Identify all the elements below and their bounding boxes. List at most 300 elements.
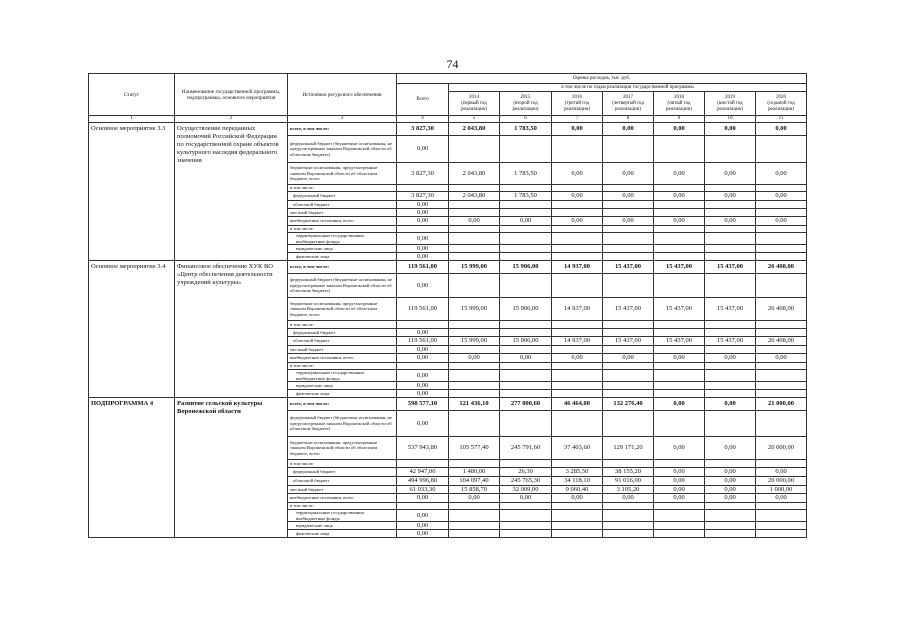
year-value-cell <box>449 503 500 510</box>
year-value-cell <box>449 245 500 253</box>
year-value-cell: 1 783,50 <box>500 192 552 201</box>
year-value-cell <box>449 390 500 398</box>
source-cell: всего, в том числе: <box>288 261 397 274</box>
year-value-cell <box>603 201 654 209</box>
year-value-cell: 15 437,00 <box>654 298 705 321</box>
year-value-cell: 0,00 <box>654 486 705 494</box>
year-value-cell <box>500 253 552 261</box>
total-cell <box>397 321 449 329</box>
year-value-cell <box>552 209 603 217</box>
year-value-cell <box>449 363 500 370</box>
year-value-cell: 1 783,50 <box>500 163 552 185</box>
year-value-cell <box>500 503 552 510</box>
table-row <box>89 261 807 274</box>
total-cell: 119 561,00 <box>397 298 449 321</box>
header-year-2015 <box>500 92 552 116</box>
year-value-cell: 0,00 <box>654 163 705 185</box>
year-value-cell: 15 437,00 <box>603 298 654 321</box>
year-value-cell <box>705 460 756 468</box>
year-value-cell: 0,00 <box>654 192 705 201</box>
year-value-cell <box>449 136 500 163</box>
year-value-cell <box>500 363 552 370</box>
total-cell: 0,00 <box>397 209 449 217</box>
year-value-cell <box>603 233 654 245</box>
total-cell: 3 827,30 <box>397 192 449 201</box>
year-value-cell <box>552 233 603 245</box>
year-value-cell <box>449 185 500 192</box>
year-value-cell <box>756 370 807 382</box>
year-value-cell <box>603 329 654 337</box>
year-value-cell <box>449 274 500 298</box>
year-value-cell <box>705 503 756 510</box>
year-value-cell <box>552 201 603 209</box>
header-year-value: 2020 <box>776 94 786 100</box>
column-number: 6 <box>500 116 552 123</box>
header-year-2016 <box>552 92 603 116</box>
total-cell: 537 943,80 <box>397 437 449 460</box>
year-value-cell <box>654 253 705 261</box>
year-value-cell <box>705 363 756 370</box>
year-value-cell: 0,00 <box>552 192 603 201</box>
total-cell: 0,00 <box>397 201 449 209</box>
year-value-cell <box>603 363 654 370</box>
total-cell: 0,00 <box>397 390 449 398</box>
year-value-cell: 0,00 <box>500 354 552 363</box>
year-value-cell <box>654 382 705 390</box>
header-year-note: (пятый год реализации) <box>665 100 693 112</box>
source-cell: в том числе: <box>288 321 397 329</box>
year-value-cell <box>756 346 807 354</box>
year-value-cell <box>500 201 552 209</box>
year-value-cell <box>705 274 756 298</box>
year-value-cell <box>654 329 705 337</box>
year-value-cell <box>705 411 756 437</box>
total-cell: 119 561,00 <box>397 261 449 274</box>
header-year-value: 2018 <box>674 94 684 100</box>
header-year-value: 2019 <box>725 94 735 100</box>
year-value-cell: 15 858,70 <box>449 486 500 494</box>
year-value-cell <box>449 346 500 354</box>
year-value-cell <box>756 411 807 437</box>
year-value-cell <box>654 321 705 329</box>
year-value-cell: 104 097,40 <box>449 477 500 486</box>
year-value-cell: 14 937,00 <box>552 298 603 321</box>
year-value-cell <box>603 245 654 253</box>
table-row <box>89 398 807 411</box>
year-value-cell <box>603 522 654 530</box>
year-value-cell <box>449 460 500 468</box>
year-value-cell: 0,00 <box>705 437 756 460</box>
year-value-cell <box>603 321 654 329</box>
year-value-cell <box>552 346 603 354</box>
program-name-cell: Осуществление переданных полномочий Российской Федерации по государственной охране объектов культурного наследия федерального значения <box>175 123 288 261</box>
year-value-cell: 2 043,80 <box>449 163 500 185</box>
total-cell <box>397 363 449 370</box>
header-year-value: 2017 <box>623 94 633 100</box>
source-cell: внебюджетные источники, всего <box>288 217 397 226</box>
header-total: Всего <box>397 84 449 116</box>
year-value-cell <box>449 510 500 522</box>
year-value-cell <box>705 233 756 245</box>
year-value-cell: 0,00 <box>756 217 807 226</box>
year-value-cell: 0,00 <box>705 354 756 363</box>
year-value-cell: 0,00 <box>705 494 756 503</box>
year-value-cell <box>756 201 807 209</box>
year-value-cell <box>705 510 756 522</box>
year-value-cell <box>756 503 807 510</box>
year-value-cell <box>500 346 552 354</box>
year-value-cell: 26,30 <box>500 468 552 477</box>
year-value-cell <box>500 530 552 538</box>
total-cell: 0,00 <box>397 494 449 503</box>
header-year-note: (четвертый год реализации) <box>612 100 644 112</box>
total-cell <box>397 226 449 233</box>
year-value-cell <box>552 363 603 370</box>
status-cell: Основное мероприятие 3.4 <box>89 261 175 398</box>
year-value-cell <box>552 390 603 398</box>
total-cell: 119 561,00 <box>397 337 449 346</box>
year-value-cell <box>449 522 500 530</box>
header-year-note: (третий год реализации) <box>563 100 591 112</box>
year-value-cell <box>500 460 552 468</box>
year-value-cell: 1 000,00 <box>756 486 807 494</box>
year-value-cell <box>756 136 807 163</box>
year-value-cell: 26 408,00 <box>756 261 807 274</box>
year-value-cell: 0,00 <box>756 494 807 503</box>
year-value-cell: 15 437,00 <box>654 337 705 346</box>
header-year-2020 <box>756 92 807 116</box>
source-cell: в том числе: <box>288 460 397 468</box>
source-cell: физические лица <box>288 530 397 538</box>
year-value-cell <box>654 226 705 233</box>
year-value-cell <box>705 136 756 163</box>
year-value-cell: 0,00 <box>705 486 756 494</box>
year-value-cell <box>603 346 654 354</box>
year-value-cell <box>756 510 807 522</box>
source-cell: в том числе: <box>288 226 397 233</box>
year-value-cell: 2 043,80 <box>449 192 500 201</box>
header-year-note: (первый год реализации) <box>460 100 488 112</box>
header-year-2018 <box>654 92 705 116</box>
column-number: 8 <box>603 116 654 123</box>
year-value-cell <box>654 510 705 522</box>
year-value-cell: 14 937,00 <box>552 337 603 346</box>
year-value-cell: 3 105,20 <box>603 486 654 494</box>
year-value-cell <box>449 530 500 538</box>
source-cell: бюджетные ассигнования, предусмотренные законом Воронежской области об областном бюджете, всего <box>288 163 397 185</box>
year-value-cell <box>756 390 807 398</box>
year-value-cell: 0,00 <box>705 477 756 486</box>
source-cell: местный бюджет <box>288 209 397 217</box>
column-number: 2 <box>175 116 288 123</box>
status-cell: Основное мероприятие 3.3 <box>89 123 175 261</box>
year-value-cell <box>603 460 654 468</box>
year-value-cell <box>705 370 756 382</box>
year-value-cell <box>654 136 705 163</box>
year-value-cell: 46 464,00 <box>552 398 603 411</box>
header-sources: Источники ресурсного обеспечения <box>288 74 397 116</box>
year-value-cell <box>449 411 500 437</box>
year-value-cell: 0,00 <box>603 494 654 503</box>
year-value-cell <box>603 226 654 233</box>
source-cell: федеральный бюджет <box>288 468 397 477</box>
status-cell: ПОДПРОГРАММА 4 <box>89 398 175 538</box>
year-value-cell <box>552 530 603 538</box>
year-value-cell: 15 437,00 <box>705 298 756 321</box>
year-value-cell <box>552 503 603 510</box>
year-value-cell: 15 437,00 <box>705 337 756 346</box>
year-value-cell <box>500 522 552 530</box>
year-value-cell <box>449 321 500 329</box>
header-status: Статус <box>89 74 175 116</box>
column-number: 5 <box>449 116 500 123</box>
source-cell: областной бюджет <box>288 201 397 209</box>
budget-table <box>88 73 807 538</box>
year-value-cell: 0,00 <box>705 192 756 201</box>
total-cell: 3 827,30 <box>397 163 449 185</box>
year-value-cell: 15 999,00 <box>449 261 500 274</box>
total-cell: 598 577,10 <box>397 398 449 411</box>
year-value-cell <box>449 382 500 390</box>
total-cell: 0,00 <box>397 136 449 163</box>
year-value-cell <box>552 510 603 522</box>
year-value-cell <box>654 530 705 538</box>
year-value-cell: 32 009,00 <box>500 486 552 494</box>
source-cell: в том числе: <box>288 503 397 510</box>
year-value-cell <box>552 411 603 437</box>
year-value-cell <box>603 390 654 398</box>
year-value-cell <box>756 245 807 253</box>
year-value-cell <box>654 245 705 253</box>
year-value-cell <box>500 370 552 382</box>
year-value-cell: 38 155,20 <box>603 468 654 477</box>
year-value-cell: 0,00 <box>552 217 603 226</box>
year-value-cell <box>756 274 807 298</box>
source-cell: юридические лица <box>288 522 397 530</box>
year-value-cell <box>603 411 654 437</box>
year-value-cell <box>449 201 500 209</box>
year-value-cell: 0,00 <box>654 468 705 477</box>
year-value-cell: 0,00 <box>603 217 654 226</box>
total-cell: 0,00 <box>397 510 449 522</box>
year-value-cell <box>705 245 756 253</box>
year-value-cell: 91 016,00 <box>603 477 654 486</box>
year-value-cell <box>756 460 807 468</box>
total-cell: 61 033,30 <box>397 486 449 494</box>
year-value-cell: 21 000,00 <box>756 398 807 411</box>
year-value-cell <box>705 201 756 209</box>
year-value-cell: 245 791,60 <box>500 437 552 460</box>
year-value-cell: 0,00 <box>654 123 705 136</box>
year-value-cell <box>705 209 756 217</box>
year-value-cell <box>552 185 603 192</box>
year-value-cell <box>603 370 654 382</box>
year-value-cell <box>756 522 807 530</box>
page-number: 74 <box>446 57 459 71</box>
year-value-cell <box>500 233 552 245</box>
source-cell: в том числе: <box>288 185 397 192</box>
total-cell: 494 996,80 <box>397 477 449 486</box>
year-value-cell: 0,00 <box>552 494 603 503</box>
source-cell: федеральный бюджет (бюджетные ассигнования, не предусмотренные законом Воронежской области об областном бюджете) <box>288 274 397 298</box>
year-value-cell: 0,00 <box>500 494 552 503</box>
year-value-cell <box>603 274 654 298</box>
year-value-cell <box>654 503 705 510</box>
year-value-cell: 1 783,50 <box>500 123 552 136</box>
column-number: 11 <box>756 116 807 123</box>
year-value-cell <box>500 185 552 192</box>
source-cell: территориальные государственные внебюджетные фонды <box>288 370 397 382</box>
column-number: 4 <box>397 116 449 123</box>
year-value-cell <box>603 382 654 390</box>
year-value-cell <box>756 363 807 370</box>
year-value-cell <box>449 329 500 337</box>
program-name-cell: Финансовое обеспечение ХУК ВО «Центр обеспечения деятельности учреждений культуры» <box>175 261 288 398</box>
year-value-cell <box>756 321 807 329</box>
header-year-2014 <box>449 92 500 116</box>
source-cell: федеральный бюджет <box>288 192 397 201</box>
year-value-cell: 0,00 <box>756 354 807 363</box>
year-value-cell: 37 403,60 <box>552 437 603 460</box>
source-cell: всего, в том числе: <box>288 398 397 411</box>
year-value-cell <box>603 510 654 522</box>
year-value-cell: 277 800,60 <box>500 398 552 411</box>
year-value-cell <box>500 209 552 217</box>
year-value-cell: 26 408,00 <box>756 298 807 321</box>
year-value-cell <box>500 411 552 437</box>
table-row <box>89 123 807 136</box>
year-value-cell: 0,00 <box>705 398 756 411</box>
total-cell: 0,00 <box>397 370 449 382</box>
source-cell: федеральный бюджет <box>288 329 397 337</box>
column-number: 10 <box>705 116 756 123</box>
year-value-cell <box>603 530 654 538</box>
year-value-cell <box>552 245 603 253</box>
year-value-cell: 0,00 <box>552 354 603 363</box>
header-by-year: в том числе по годам реализации государственной программы <box>449 84 807 92</box>
total-cell <box>397 460 449 468</box>
year-value-cell: 15 437,00 <box>705 261 756 274</box>
year-value-cell <box>705 329 756 337</box>
source-cell: областной бюджет <box>288 477 397 486</box>
year-value-cell <box>552 460 603 468</box>
year-value-cell: 15 906,00 <box>500 298 552 321</box>
total-cell <box>397 503 449 510</box>
header-year-note: (шестой год реализации) <box>716 100 744 112</box>
year-value-cell <box>654 363 705 370</box>
year-value-cell: 105 577,40 <box>449 437 500 460</box>
year-value-cell: 0,00 <box>603 163 654 185</box>
total-cell: 0,00 <box>397 382 449 390</box>
year-value-cell <box>603 253 654 261</box>
year-value-cell: 34 118,10 <box>552 477 603 486</box>
year-value-cell: 0,00 <box>705 123 756 136</box>
year-value-cell: 0,00 <box>705 217 756 226</box>
year-value-cell: 15 437,00 <box>603 337 654 346</box>
header-estimate: Оценка расходов, тыс. руб. <box>397 74 807 84</box>
year-value-cell: 0,00 <box>654 354 705 363</box>
year-value-cell: 132 276,40 <box>603 398 654 411</box>
year-value-cell <box>603 136 654 163</box>
year-value-cell <box>603 209 654 217</box>
year-value-cell: 0,00 <box>756 163 807 185</box>
source-cell: внебюджетные источники, всего <box>288 494 397 503</box>
source-cell: местный бюджет <box>288 486 397 494</box>
header-program-name: Наименование государственной программы, подпрограммы, основного мероприятия <box>175 74 288 116</box>
total-cell: 0,00 <box>397 329 449 337</box>
total-cell: 0,00 <box>397 354 449 363</box>
year-value-cell <box>552 522 603 530</box>
year-value-cell <box>654 370 705 382</box>
header-year-value: 2016 <box>572 94 582 100</box>
year-value-cell: 0,00 <box>552 163 603 185</box>
source-cell: территориальные государственные внебюджетные фонды <box>288 233 397 245</box>
year-value-cell <box>552 382 603 390</box>
year-value-cell <box>500 382 552 390</box>
year-value-cell <box>756 233 807 245</box>
year-value-cell <box>654 522 705 530</box>
source-cell: физические лица <box>288 390 397 398</box>
year-value-cell <box>500 510 552 522</box>
year-value-cell <box>705 522 756 530</box>
column-number: 9 <box>654 116 705 123</box>
year-value-cell: 15 906,00 <box>500 337 552 346</box>
total-cell: 0,00 <box>397 233 449 245</box>
year-value-cell: 20 000,00 <box>756 477 807 486</box>
year-value-cell: 245 765,30 <box>500 477 552 486</box>
year-value-cell <box>552 253 603 261</box>
year-value-cell <box>654 346 705 354</box>
year-value-cell: 0,00 <box>654 477 705 486</box>
year-value-cell: 15 999,00 <box>449 337 500 346</box>
year-value-cell <box>500 329 552 337</box>
year-value-cell <box>552 329 603 337</box>
year-value-cell: 0,00 <box>603 354 654 363</box>
total-cell: 0,00 <box>397 346 449 354</box>
year-value-cell <box>552 321 603 329</box>
column-number: 7 <box>552 116 603 123</box>
source-cell: всего, в том числе: <box>288 123 397 136</box>
total-cell: 0,00 <box>397 245 449 253</box>
source-cell: территориальные государственные внебюджетные фонды <box>288 510 397 522</box>
year-value-cell <box>603 185 654 192</box>
year-value-cell: 14 937,00 <box>552 261 603 274</box>
total-cell: 0,00 <box>397 253 449 261</box>
year-value-cell <box>500 390 552 398</box>
header-year-value: 2014 <box>469 94 479 100</box>
year-value-cell: 9 060,40 <box>552 486 603 494</box>
year-value-cell: 15 906,00 <box>500 261 552 274</box>
year-value-cell <box>654 185 705 192</box>
year-value-cell <box>705 346 756 354</box>
source-cell: юридические лица <box>288 245 397 253</box>
year-value-cell: 0,00 <box>449 354 500 363</box>
total-cell: 0,00 <box>397 411 449 437</box>
year-value-cell: 0,00 <box>603 192 654 201</box>
column-number: 1 <box>89 116 175 123</box>
year-value-cell: 129 171,20 <box>603 437 654 460</box>
header-year-2017 <box>603 92 654 116</box>
total-cell: 3 827,30 <box>397 123 449 136</box>
source-cell: бюджетные ассигнования, предусмотренные законом Воронежской области об областном бюджете, всего <box>288 298 397 321</box>
source-cell: местный бюджет <box>288 346 397 354</box>
year-value-cell <box>705 226 756 233</box>
source-cell: юридические лица <box>288 382 397 390</box>
total-cell: 0,00 <box>397 530 449 538</box>
year-value-cell: 2 043,80 <box>449 123 500 136</box>
year-value-cell: 121 436,10 <box>449 398 500 411</box>
year-value-cell: 0,00 <box>654 494 705 503</box>
